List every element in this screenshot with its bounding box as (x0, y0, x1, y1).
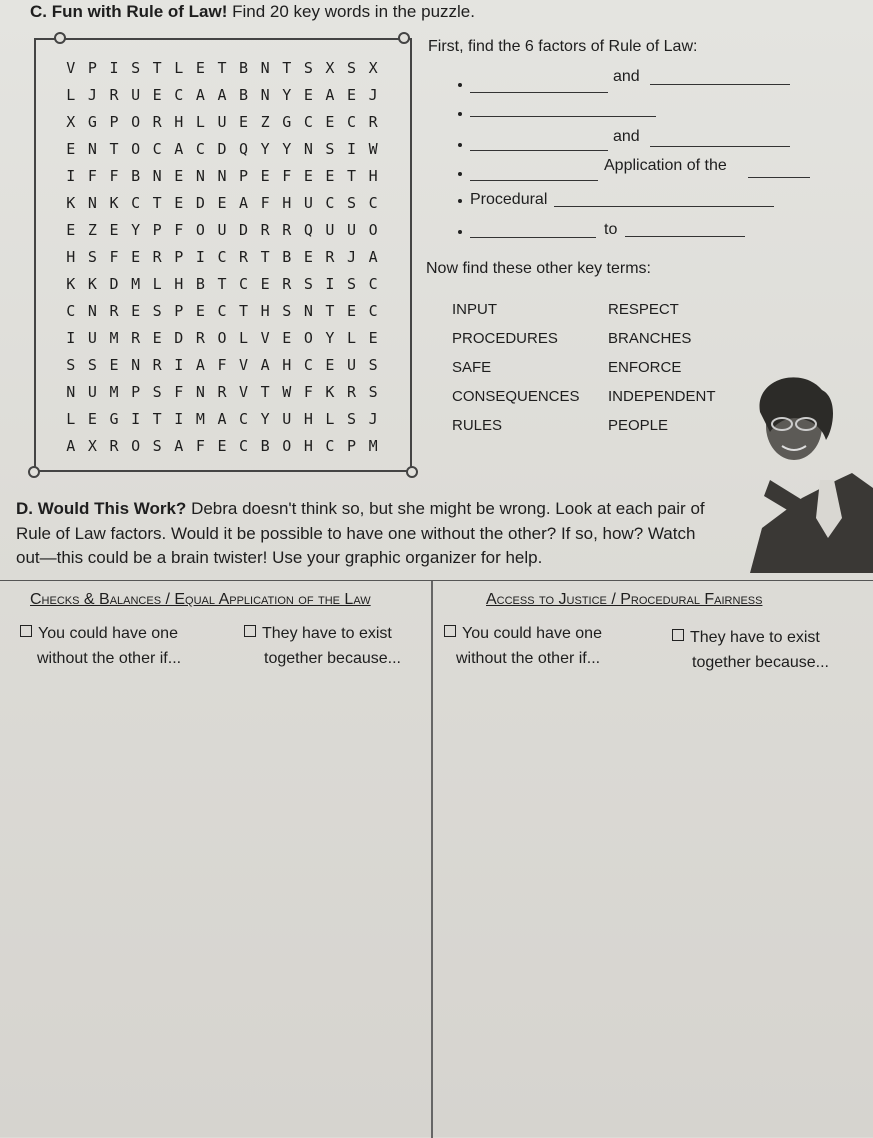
puzzle-letter[interactable]: E (152, 328, 162, 347)
puzzle-letter[interactable]: V (239, 382, 249, 401)
puzzle-letter[interactable]: F (260, 193, 270, 212)
puzzle-letter[interactable]: I (347, 139, 357, 158)
rivet-icon (406, 466, 418, 478)
puzzle-letter[interactable]: C (174, 85, 184, 104)
puzzle-row (60, 405, 384, 432)
puzzle-letter[interactable]: E (282, 328, 292, 347)
answer-blank[interactable] (470, 180, 598, 181)
answer-blank[interactable] (470, 116, 656, 117)
puzzle-letter[interactable]: S (368, 355, 378, 374)
key-term: INDEPENDENT (608, 388, 716, 405)
puzzle-letter[interactable]: U (282, 409, 292, 428)
puzzle-letter[interactable]: V (66, 58, 76, 77)
checkbox-icon[interactable] (20, 625, 32, 637)
puzzle-letter[interactable]: C (239, 436, 249, 455)
puzzle-letter[interactable]: X (325, 58, 335, 77)
word-search-puzzle (34, 38, 412, 472)
left-without-prompt: You could have one without the other if... (20, 621, 220, 671)
puzzle-letter[interactable]: I (174, 409, 184, 428)
puzzle-letter[interactable]: E (217, 436, 227, 455)
puzzle-letter[interactable]: N (66, 382, 76, 401)
puzzle-letter[interactable]: H (282, 193, 292, 212)
puzzle-letter[interactable]: C (239, 274, 249, 293)
puzzle-letter[interactable]: X (66, 112, 76, 131)
puzzle-letter[interactable]: H (303, 409, 313, 428)
puzzle-letter[interactable]: Y (260, 409, 270, 428)
puzzle-letter[interactable]: P (152, 220, 162, 239)
puzzle-letter[interactable]: T (217, 58, 227, 77)
puzzle-letter[interactable]: C (195, 139, 205, 158)
key-term: SAFE (452, 359, 492, 376)
puzzle-letter[interactable]: F (282, 166, 292, 185)
puzzle-letter[interactable]: T (260, 247, 270, 266)
key-term: BRANCHES (608, 330, 692, 347)
puzzle-letter[interactable]: R (239, 247, 249, 266)
puzzle-letter[interactable]: S (87, 247, 97, 266)
puzzle-letter[interactable]: K (87, 274, 97, 293)
checkbox-icon[interactable] (244, 625, 256, 637)
puzzle-letter[interactable]: A (217, 85, 227, 104)
puzzle-letter[interactable]: E (109, 355, 119, 374)
puzzle-letter[interactable]: S (66, 355, 76, 374)
puzzle-letter[interactable]: B (282, 247, 292, 266)
puzzle-row (60, 54, 384, 81)
puzzle-letter[interactable]: L (195, 112, 205, 131)
answer-blank[interactable] (625, 236, 745, 237)
puzzle-letter[interactable]: N (260, 85, 270, 104)
puzzle-letter[interactable]: A (325, 85, 335, 104)
section-c-letter: C. (30, 2, 47, 21)
key-term: RULES (452, 417, 503, 434)
puzzle-letter[interactable]: P (87, 58, 97, 77)
puzzle-letter[interactable]: C (66, 301, 76, 320)
key-term: ENFORCE (608, 359, 682, 376)
puzzle-letter[interactable]: S (303, 274, 313, 293)
bullet-icon (458, 143, 462, 147)
puzzle-letter[interactable]: P (174, 247, 184, 266)
puzzle-letter[interactable]: N (260, 58, 270, 77)
puzzle-letter[interactable]: C (325, 436, 335, 455)
puzzle-letter[interactable]: J (347, 247, 357, 266)
puzzle-letter[interactable]: E (66, 139, 76, 158)
section-c-title (30, 2, 475, 22)
puzzle-letter[interactable]: S (131, 58, 141, 77)
bullet-icon (458, 230, 462, 234)
puzzle-letter[interactable]: J (368, 85, 378, 104)
puzzle-letter[interactable]: I (325, 274, 335, 293)
key-term: CONSEQUENCES (452, 388, 580, 405)
puzzle-letter[interactable]: L (325, 409, 335, 428)
key-term: RESPECT (608, 301, 679, 318)
puzzle-letter[interactable]: E (131, 247, 141, 266)
puzzle-letter[interactable]: T (325, 301, 335, 320)
puzzle-letter[interactable]: I (109, 58, 119, 77)
puzzle-letter[interactable]: C (347, 112, 357, 131)
puzzle-letter[interactable]: S (87, 355, 97, 374)
puzzle-letter[interactable]: E (325, 112, 335, 131)
puzzle-letter[interactable]: Z (87, 220, 97, 239)
puzzle-letter[interactable]: Y (131, 220, 141, 239)
puzzle-row (60, 270, 384, 297)
right-without-prompt: You could have one without the other if... (444, 621, 654, 671)
puzzle-letter[interactable]: A (174, 436, 184, 455)
puzzle-letter[interactable]: A (195, 355, 205, 374)
bullet-icon (458, 83, 462, 87)
puzzle-letter[interactable]: K (66, 274, 76, 293)
answer-blank[interactable] (554, 206, 774, 207)
puzzle-letter[interactable]: C (368, 301, 378, 320)
puzzle-letter[interactable]: E (303, 85, 313, 104)
puzzle-letter[interactable]: F (87, 166, 97, 185)
puzzle-row (60, 297, 384, 324)
puzzle-row (60, 135, 384, 162)
puzzle-letter[interactable]: Y (282, 139, 292, 158)
rivet-icon (28, 466, 40, 478)
puzzle-letter[interactable]: T (152, 409, 162, 428)
puzzle-letter[interactable]: C (368, 193, 378, 212)
puzzle-letter[interactable]: N (87, 301, 97, 320)
answer-blank[interactable] (650, 146, 790, 147)
puzzle-letter[interactable]: E (347, 85, 357, 104)
puzzle-letter[interactable]: E (368, 328, 378, 347)
puzzle-letter[interactable]: Y (260, 139, 270, 158)
answer-blank[interactable] (470, 150, 608, 151)
puzzle-letter[interactable]: S (152, 301, 162, 320)
puzzle-letter[interactable]: S (152, 436, 162, 455)
puzzle-letter[interactable]: R (325, 247, 335, 266)
puzzle-letter[interactable]: H (303, 436, 313, 455)
puzzle-letter[interactable]: L (239, 328, 249, 347)
puzzle-letter[interactable]: T (282, 58, 292, 77)
puzzle-letter[interactable]: N (152, 166, 162, 185)
puzzle-letter[interactable]: B (131, 166, 141, 185)
puzzle-letter[interactable]: S (347, 409, 357, 428)
puzzle-letter[interactable]: P (174, 301, 184, 320)
puzzle-letter[interactable]: O (282, 436, 292, 455)
puzzle-row (60, 378, 384, 405)
answer-blank[interactable] (470, 92, 608, 93)
procedural-label: Procedural (470, 191, 548, 208)
puzzle-letter[interactable]: E (303, 247, 313, 266)
answer-blank[interactable] (650, 84, 790, 85)
puzzle-letter[interactable]: X (87, 436, 97, 455)
key-terms-heading: Now find these other key terms: (426, 260, 651, 277)
puzzle-letter[interactable]: C (152, 139, 162, 158)
puzzle-letter[interactable]: S (347, 58, 357, 77)
puzzle-letter[interactable]: R (109, 85, 119, 104)
puzzle-letter[interactable]: A (239, 193, 249, 212)
puzzle-row (60, 432, 384, 459)
debra-character-illustration (742, 368, 873, 573)
puzzle-letter[interactable]: E (131, 301, 141, 320)
to-label: to (604, 221, 618, 238)
puzzle-letter[interactable]: A (217, 409, 227, 428)
puzzle-letter[interactable]: C (303, 112, 313, 131)
puzzle-letter[interactable]: F (174, 382, 184, 401)
left-column-header: Checks & Balances / Equal Application of the Law (30, 591, 371, 608)
puzzle-letter[interactable]: I (66, 166, 76, 185)
puzzle-letter[interactable]: S (152, 382, 162, 401)
puzzle-letter[interactable]: I (66, 328, 76, 347)
puzzle-letter[interactable]: J (87, 85, 97, 104)
puzzle-letter[interactable]: B (239, 85, 249, 104)
puzzle-letter[interactable]: H (282, 355, 292, 374)
puzzle-letter[interactable]: S (325, 139, 335, 158)
puzzle-grid (60, 54, 384, 459)
puzzle-letter[interactable]: T (152, 58, 162, 77)
puzzle-letter[interactable]: V (260, 328, 270, 347)
puzzle-letter[interactable]: R (195, 328, 205, 347)
puzzle-letter[interactable]: I (174, 355, 184, 374)
puzzle-letter[interactable]: A (260, 355, 270, 374)
puzzle-letter[interactable]: H (174, 274, 184, 293)
puzzle-letter[interactable]: O (303, 328, 313, 347)
puzzle-letter[interactable]: E (152, 85, 162, 104)
section-d-bold-title: Would This Work? (37, 499, 187, 518)
puzzle-letter[interactable]: H (174, 112, 184, 131)
puzzle-letter[interactable]: P (239, 166, 249, 185)
puzzle-letter[interactable]: E (347, 301, 357, 320)
puzzle-letter[interactable]: N (195, 166, 205, 185)
puzzle-letter[interactable]: E (66, 220, 76, 239)
puzzle-letter[interactable]: N (131, 355, 141, 374)
puzzle-letter[interactable]: C (217, 301, 227, 320)
puzzle-letter[interactable]: L (66, 85, 76, 104)
section-c-instruction: Find 20 key words in the puzzle. (232, 2, 475, 21)
puzzle-letter[interactable]: F (195, 436, 205, 455)
puzzle-letter[interactable]: O (217, 328, 227, 347)
puzzle-letter[interactable]: R (152, 355, 162, 374)
puzzle-letter[interactable]: P (109, 112, 119, 131)
puzzle-letter[interactable]: L (152, 274, 162, 293)
puzzle-letter[interactable]: R (131, 328, 141, 347)
puzzle-letter[interactable]: D (239, 220, 249, 239)
puzzle-letter[interactable]: E (195, 301, 205, 320)
puzzle-letter[interactable]: C (303, 355, 313, 374)
section-d-text (16, 497, 716, 571)
puzzle-letter[interactable]: U (217, 220, 227, 239)
left-together-prompt: They have to exist together because... (244, 621, 434, 671)
puzzle-letter[interactable]: U (131, 85, 141, 104)
puzzle-letter[interactable]: S (282, 301, 292, 320)
puzzle-letter[interactable]: B (239, 58, 249, 77)
application-of-the-label: Application of the (604, 157, 727, 174)
puzzle-letter[interactable]: U (87, 382, 97, 401)
puzzle-letter[interactable]: L (347, 328, 357, 347)
puzzle-row (60, 324, 384, 351)
puzzle-letter[interactable]: Q (239, 139, 249, 158)
right-column-header: Access to Justice / Procedural Fairness (486, 591, 763, 608)
puzzle-letter[interactable]: M (109, 328, 119, 347)
puzzle-letter[interactable]: U (347, 220, 357, 239)
puzzle-letter[interactable]: R (260, 220, 270, 239)
puzzle-letter[interactable]: E (303, 166, 313, 185)
puzzle-letter[interactable]: J (368, 409, 378, 428)
puzzle-letter[interactable]: R (282, 220, 292, 239)
puzzle-row (60, 243, 384, 270)
bullet-icon (458, 172, 462, 176)
puzzle-letter[interactable]: R (282, 274, 292, 293)
puzzle-letter[interactable]: S (368, 382, 378, 401)
puzzle-letter[interactable]: T (217, 274, 227, 293)
factor-and-label: and (613, 68, 640, 85)
puzzle-letter[interactable]: E (195, 58, 205, 77)
puzzle-letter[interactable]: H (260, 301, 270, 320)
puzzle-letter[interactable]: M (368, 436, 378, 455)
puzzle-letter[interactable]: G (87, 112, 97, 131)
puzzle-letter[interactable]: N (87, 193, 97, 212)
puzzle-letter[interactable]: Z (260, 112, 270, 131)
puzzle-letter[interactable]: B (260, 436, 270, 455)
puzzle-letter[interactable]: S (347, 193, 357, 212)
puzzle-letter[interactable]: F (174, 220, 184, 239)
puzzle-letter[interactable]: E (239, 112, 249, 131)
puzzle-letter[interactable]: Q (303, 220, 313, 239)
factors-heading: First, find the 6 factors of Rule of Law: (428, 38, 698, 55)
puzzle-letter[interactable]: E (217, 193, 227, 212)
puzzle-letter[interactable]: C (131, 193, 141, 212)
puzzle-letter[interactable]: N (87, 139, 97, 158)
puzzle-letter[interactable]: I (131, 409, 141, 428)
puzzle-letter[interactable]: D (217, 139, 227, 158)
puzzle-row (60, 216, 384, 243)
puzzle-letter[interactable]: O (368, 220, 378, 239)
puzzle-letter[interactable]: D (109, 274, 119, 293)
puzzle-letter[interactable]: E (260, 166, 270, 185)
puzzle-letter[interactable]: M (109, 382, 119, 401)
puzzle-letter[interactable]: A (195, 85, 205, 104)
factor-and-label: and (613, 128, 640, 145)
answer-blank[interactable] (748, 177, 810, 178)
puzzle-letter[interactable]: T (347, 166, 357, 185)
key-term: PEOPLE (608, 417, 669, 434)
puzzle-letter[interactable]: G (109, 409, 119, 428)
puzzle-letter[interactable]: U (303, 193, 313, 212)
puzzle-letter[interactable]: L (66, 409, 76, 428)
bullet-icon (458, 199, 462, 203)
puzzle-letter[interactable]: V (239, 355, 249, 374)
puzzle-letter[interactable]: P (131, 382, 141, 401)
key-term: PROCEDURES (452, 330, 558, 347)
section-c-bold-title: Fun with Rule of Law! (51, 2, 228, 21)
puzzle-letter[interactable]: C (217, 247, 227, 266)
puzzle-row (60, 189, 384, 216)
puzzle-letter[interactable]: E (174, 166, 184, 185)
puzzle-letter[interactable]: E (109, 220, 119, 239)
puzzle-letter[interactable]: W (282, 382, 292, 401)
puzzle-letter[interactable]: S (303, 58, 313, 77)
puzzle-letter[interactable]: A (66, 436, 76, 455)
puzzle-letter[interactable]: N (195, 382, 205, 401)
checkbox-icon[interactable] (672, 629, 684, 641)
puzzle-letter[interactable]: A (368, 247, 378, 266)
puzzle-letter[interactable]: I (195, 247, 205, 266)
puzzle-letter[interactable]: T (239, 301, 249, 320)
puzzle-letter[interactable]: O (131, 112, 141, 131)
puzzle-letter[interactable]: M (195, 409, 205, 428)
puzzle-letter[interactable]: R (347, 382, 357, 401)
section-d-body: Debra doesn't think so, but she might be wrong. Look at each pair of Rule of Law factors. Would it be possible to have one without the other? If so, how? Watch out—this could be a brain twister! Use your graphic organizer for help. (16, 499, 705, 567)
puzzle-letter[interactable]: U (347, 355, 357, 374)
puzzle-letter[interactable]: R (217, 382, 227, 401)
answer-blank[interactable] (470, 237, 596, 238)
puzzle-letter[interactable]: C (325, 193, 335, 212)
puzzle-letter[interactable]: L (174, 58, 184, 77)
puzzle-letter[interactable]: G (282, 112, 292, 131)
puzzle-letter[interactable]: P (347, 436, 357, 455)
puzzle-letter[interactable]: H (66, 247, 76, 266)
puzzle-letter[interactable]: Y (325, 328, 335, 347)
puzzle-letter[interactable]: F (217, 355, 227, 374)
puzzle-letter[interactable]: U (325, 220, 335, 239)
puzzle-letter[interactable]: R (368, 112, 378, 131)
puzzle-letter[interactable]: R (152, 112, 162, 131)
puzzle-letter[interactable]: K (325, 382, 335, 401)
puzzle-letter[interactable]: E (325, 166, 335, 185)
puzzle-row (60, 108, 384, 135)
puzzle-letter[interactable]: S (347, 274, 357, 293)
puzzle-letter[interactable]: W (368, 139, 378, 158)
puzzle-letter[interactable]: K (66, 193, 76, 212)
graphic-organizer-table (0, 580, 873, 1138)
puzzle-letter[interactable]: C (239, 409, 249, 428)
puzzle-letter[interactable]: T (109, 139, 119, 158)
puzzle-letter[interactable]: E (174, 193, 184, 212)
puzzle-letter[interactable]: D (195, 193, 205, 212)
puzzle-letter[interactable]: O (131, 436, 141, 455)
puzzle-letter[interactable]: M (131, 274, 141, 293)
puzzle-letter[interactable]: X (368, 58, 378, 77)
puzzle-letter[interactable]: A (174, 139, 184, 158)
puzzle-letter[interactable]: N (217, 166, 227, 185)
puzzle-letter[interactable]: K (109, 193, 119, 212)
puzzle-letter[interactable]: F (109, 166, 119, 185)
puzzle-letter[interactable]: T (152, 193, 162, 212)
puzzle-letter[interactable]: D (174, 328, 184, 347)
puzzle-letter[interactable]: F (303, 382, 313, 401)
puzzle-letter[interactable]: R (152, 247, 162, 266)
checkbox-icon[interactable] (444, 625, 456, 637)
puzzle-letter[interactable]: F (109, 247, 119, 266)
key-term: INPUT (452, 301, 497, 318)
puzzle-letter[interactable]: R (109, 301, 119, 320)
section-d-letter: D. (16, 499, 33, 518)
puzzle-letter[interactable]: N (303, 301, 313, 320)
rivet-icon (54, 32, 66, 44)
puzzle-letter[interactable]: E (87, 409, 97, 428)
puzzle-letter[interactable]: U (217, 112, 227, 131)
puzzle-letter[interactable]: B (195, 274, 205, 293)
puzzle-letter[interactable]: N (303, 139, 313, 158)
puzzle-letter[interactable]: E (260, 274, 270, 293)
puzzle-letter[interactable]: T (260, 382, 270, 401)
puzzle-row (60, 81, 384, 108)
bullet-icon (458, 112, 462, 116)
puzzle-letter[interactable]: H (368, 166, 378, 185)
puzzle-letter[interactable]: R (109, 436, 119, 455)
puzzle-letter[interactable]: C (368, 274, 378, 293)
puzzle-letter[interactable]: O (195, 220, 205, 239)
right-together-prompt: They have to exist together because... (672, 625, 872, 675)
rivet-icon (398, 32, 410, 44)
puzzle-letter[interactable]: O (131, 139, 141, 158)
puzzle-letter[interactable]: U (87, 328, 97, 347)
puzzle-letter[interactable]: Y (282, 85, 292, 104)
puzzle-letter[interactable]: E (325, 355, 335, 374)
puzzle-row (60, 351, 384, 378)
puzzle-row (60, 162, 384, 189)
